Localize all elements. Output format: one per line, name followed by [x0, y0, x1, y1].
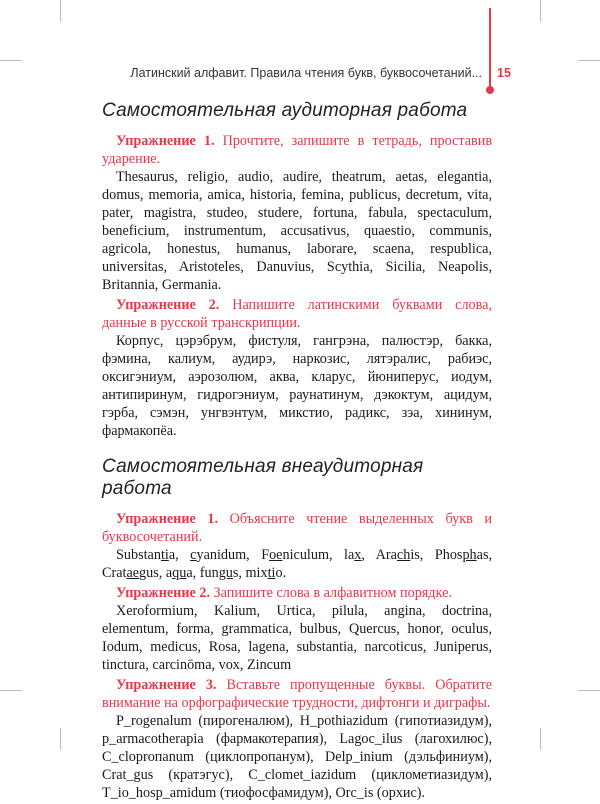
exercise-instruction-text: Прочтите, запишите в тетрадь, проставив ударение. [102, 133, 493, 167]
latin-word: Arachis, [375, 547, 435, 563]
exercise-instruction [102, 296, 492, 332]
highlighted-letters: gu [218, 565, 233, 581]
exercise-instruction-text: Объясните чтение выделенных букв и буквосочетаний. [102, 511, 493, 545]
latin-word: Crataegus, [102, 565, 166, 581]
page-number: 15 [497, 66, 511, 80]
highlighted-letters: x [354, 547, 362, 563]
header-accent-line [489, 8, 491, 88]
latin-word: lax, [344, 547, 376, 563]
highlighted-letters: c [190, 547, 197, 563]
latin-word: cyanidum, [190, 547, 262, 563]
latin-word: Substantia, [116, 547, 191, 563]
exercise-text: Thesaurus, religio, audio, audire, theatrum, aetas, elegantia, domus, memoria, amica, historia, femina, publicus, decretum, vita, pater, magistra, studeo, studere, fortuna, fabula, spectaculum, beneficium, instrumentum, accusativus, quaestio, communis, agricola, honestus, humanus, laborare, scaena, respublica, universitas, Aristoteles, Danuvius, Scythia, Sicilia, Neapolis, Britannia, Germania. [102, 169, 492, 293]
crop-mark [540, 0, 541, 22]
crop-mark [540, 728, 541, 750]
latin-word: Foeniculum, [261, 547, 345, 563]
highlighted-letters: qu [172, 565, 187, 581]
exercise-text: Корпус, цэрэбрум, фистуля, гангрэна, палюстэр, бакка, фэмина, калиум, аудирэ, наркозис, лятэралис, рабиэс, оксигэниум, аэрозолюм, аква, кларус, йюниперус, иодум, антипиринум, гидрогэниум, раунатинум, дэкоктум, ацидум, гэрба, сэмэн, унгвэнтум, микстио, радикс, зэа, хининум, фармакопёа. [102, 333, 492, 439]
section-title-classroom: Самостоятельная аудиторная работа [102, 100, 468, 121]
highlighted-letters: ch [396, 547, 411, 563]
highlighted-letters: ph [462, 547, 477, 563]
crop-mark [578, 60, 600, 61]
exercise-label: Упражнение 1. [116, 511, 219, 527]
latin-word: mixtio. [245, 565, 287, 581]
exercise-text-underlined [102, 546, 492, 582]
crop-mark [0, 60, 22, 61]
exercise-label: Упражнение 3. [116, 677, 217, 693]
exercise-instruction [102, 510, 492, 546]
latin-word: aqua, [165, 565, 200, 581]
crop-mark [60, 0, 61, 22]
highlighted-letters: oe [269, 547, 283, 563]
exercise-instruction-text: Запишите слова в алфавитном порядке. [213, 585, 452, 601]
highlighted-letters: ti [160, 547, 169, 563]
exercise-instruction [102, 584, 492, 602]
header-accent-dot [486, 86, 494, 94]
latin-word: fungus, [199, 565, 246, 581]
running-title: Латинский алфавит. Правила чтения букв, буквосочетаний... [130, 66, 482, 80]
exercise-text: P_rogenalum (пирогеналюм), H_pothiazidum (гипотиазидум), p_armacotherapia (фармакотерапия), Lagoc_ilus (лагохилюс), C_cloproпanum (циклопропанум), Delp_inium (дэльфиниум), Crat_gus (кратэгус), C_clomet_iazidum (циклометиазидум), T_io_hosp_amidum (тиофосфамидум), Orc_is (орхис). [102, 713, 492, 801]
latin-word: Phosphas, [434, 547, 493, 563]
section-title-homework: Самостоятельная внеаудиторная работа [102, 456, 424, 499]
highlighted-letters: ae [126, 565, 140, 581]
exercise-text: Xeroformium, Kalium, Urtica, pilula, angina, doctrina, elementum, forma, grammatica, bulbus, Quercus, honor, oculus, Iodum, medicus, Rosa, lagena, substantia, narcoticus, Juniperus, tinctura, carcinōma, vox, Zincum [102, 603, 492, 673]
exercise-label: Упражнение 2. [116, 585, 210, 601]
exercise-instruction-text: Вставьте пропущенные буквы. Обратите внимание на орфографические трудности, дифтонги и диграфы. [102, 677, 492, 711]
page-content [102, 100, 492, 804]
crop-mark [0, 690, 22, 691]
crop-mark [578, 690, 600, 691]
exercise-label: Упражнение 1. [116, 133, 215, 149]
crop-mark [60, 728, 61, 750]
exercise-instruction [102, 676, 492, 712]
exercise-label: Упражнение 2. [116, 297, 220, 313]
highlighted-letters: ti [267, 565, 276, 581]
exercise-instruction [102, 132, 492, 168]
exercise-instruction-text: Напишите латинскими буквами слова, данные в русской транскрипции. [102, 297, 492, 331]
